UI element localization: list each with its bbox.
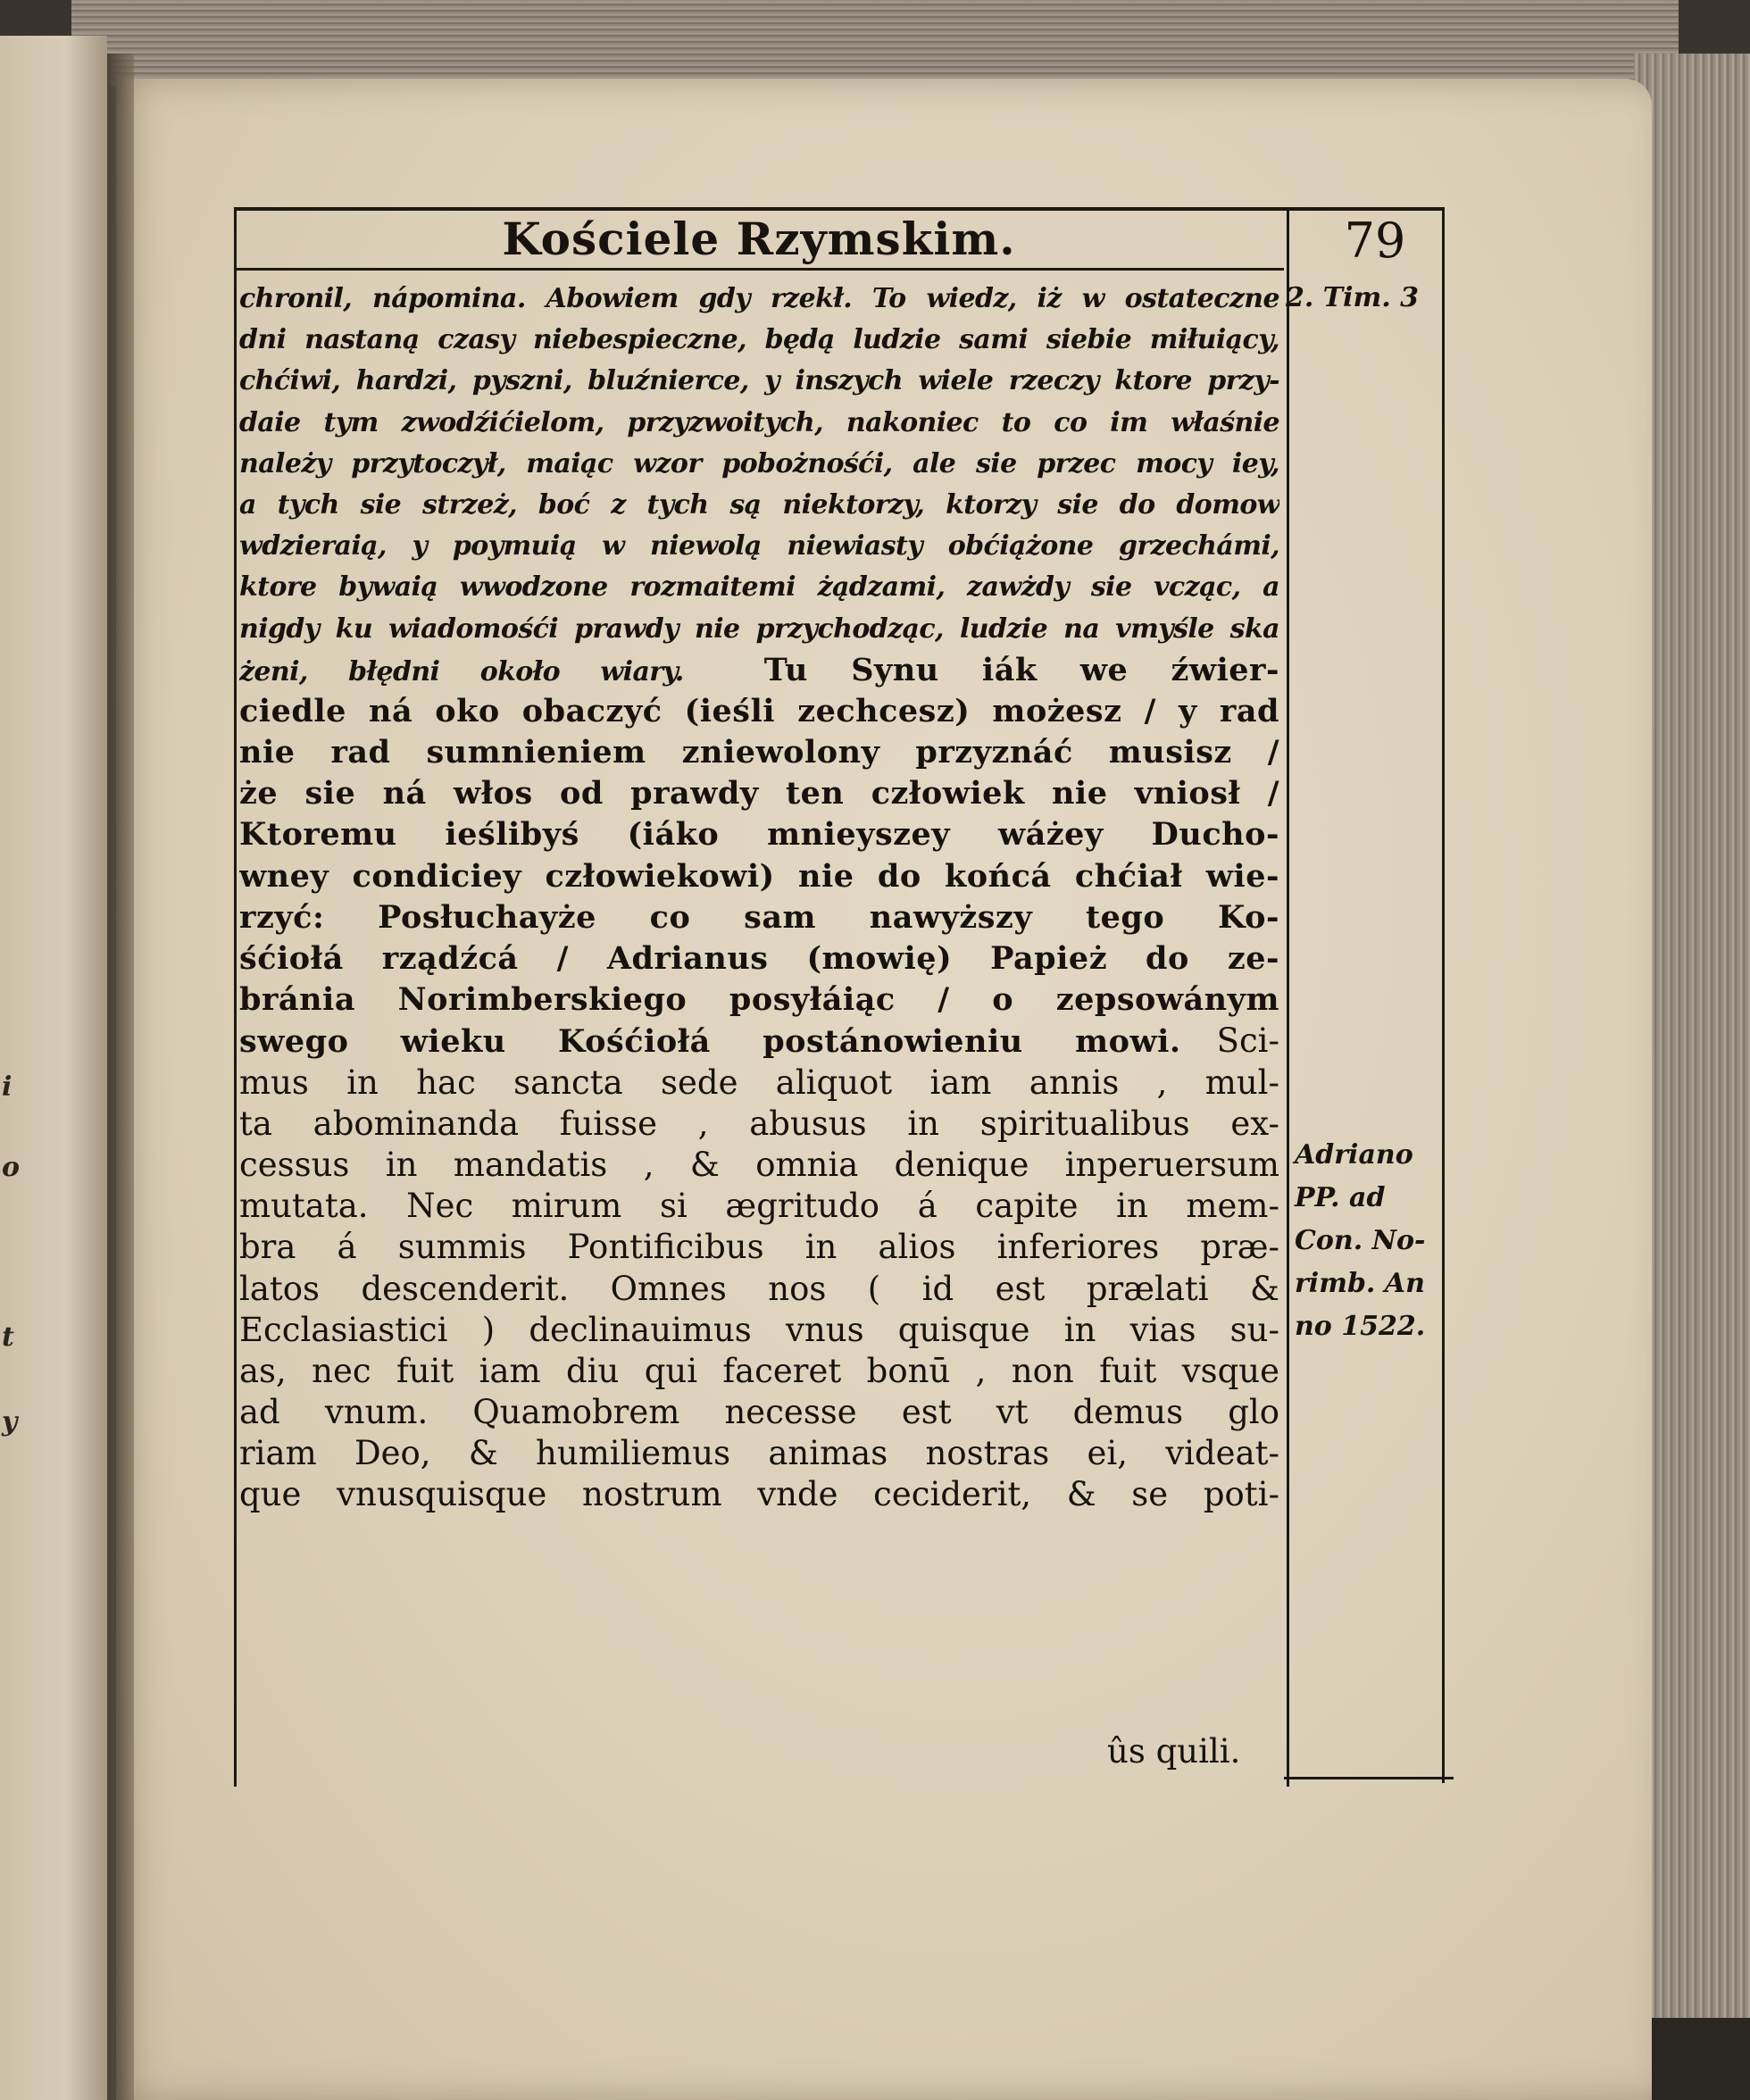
text-line [239,1021,1279,1062]
margin-note-source [1295,1134,1455,1348]
text-line: Ecclasiastici ) declinauimus vnus quisque in vias su- [239,1310,1279,1349]
text-line: chćiwi, hardzi, pyszni, bluźnierce, y inszych wiele rzeczy ktore przy- [239,365,1279,397]
text-line: cessus in mandatis , & omnia denique inperuersum [239,1145,1279,1184]
text-line: nigdy ku wiadomośći prawdy nie przychodząc, ludzie na vmyśle ska [239,612,1279,645]
text-line: chronil, nápomina. Abowiem gdy rzekł. To wiedz, iż w ostateczne [239,283,1279,314]
previous-page-sliver [0,36,107,2100]
text-line: rzyć: Posłuchayże co sam nawyższy tego Ko- [239,898,1279,936]
margin-note-scripture-ref: 2. Tim. 3 [1286,282,1419,313]
text-segment: żeni, błędni około wiary. [239,655,684,688]
text-line: dni nastaną czasy niebespieczne, będą ludzie sami siebie miłuiący, [239,324,1279,356]
text-line: daie tym zwodźićielom, przyzwoitych, nakoniec to co im właśnie [239,406,1279,438]
left-page-fragment: t [2,1321,14,1353]
text-segment: swego wieku Kośćiołá postánowieniu mowi. [239,1023,1181,1061]
text-line: as, nec fuit iam diu qui faceret bonū , non fuit vsque [239,1351,1279,1390]
margin-note-line: no 1522. [1295,1311,1426,1342]
text-line [239,650,1279,691]
margin-note-line: Adriano [1295,1139,1413,1171]
margin-note-line: Con. No- [1295,1225,1426,1256]
catchword: ûs quili. [1107,1732,1241,1771]
running-head: Kościele Rzymskim. [502,212,1016,265]
text-line: Ktoremu ieślibyś (iáko mnieyszey wáżey Ducho- [239,816,1279,854]
text-line: mutata. Nec mirum si ægritudo á capite in mem- [239,1187,1279,1226]
text-segment: Tu Synu iák we źwier- [763,651,1279,688]
left-page-fragment: y [2,1406,18,1438]
margin-bottom-rule [1284,1777,1454,1779]
text-line: ktore bywaią wwodzone rozmaitemi żądzami, zawżdy sie vcząc, a [239,571,1279,604]
left-page-fragment: i [2,1071,12,1103]
page-block-top-edge [71,0,1679,87]
text-line: nie rad sumnieniem zniewolony przyznáć musisz / [239,734,1279,771]
text-line: ciedle ná oko obaczyć (ieśli zechcesz) możesz / y rad [239,692,1279,729]
text-line: bra á summis Pontificibus in alios inferiores præ- [239,1228,1279,1267]
text-line: wney condiciey człowiekowi) nie do końcá chćiał wie- [239,857,1279,895]
text-line: latos descenderit. Omnes nos ( id est prælati & [239,1269,1279,1308]
text-line: mus in hac sancta sede aliquot iam annis , mul- [239,1062,1279,1102]
text-line: que vnusquisque nostrum vnde ceciderit, & se poti- [239,1475,1279,1514]
body-text [239,279,1279,1516]
left-page-fragment: o [2,1152,21,1183]
margin-note-line: rimb. An [1295,1268,1425,1299]
text-line: wdzieraią, y poymuią w niewolą niewiasty obćiążone grzechámi, [239,530,1279,562]
text-line: bránia Norimberskiego posyłáiąc / o zepsowánym [239,981,1279,1019]
text-line: ta abominanda fuisse , abusus in spiritualibus ex- [239,1104,1279,1143]
text-line: ad vnum. Quamobrem necesse est vt demus glo [239,1393,1279,1432]
page-number: 79 [1344,212,1406,269]
text-line: riam Deo, & humiliemus animas nostras ei, videat- [239,1434,1279,1473]
header-rule [234,268,1284,271]
margin-column-rule [1442,207,1445,1783]
text-line: a tych sie strzeż, boć z tych są niektorzy, ktorzy sie do domow [239,488,1279,521]
frame-rule-top-margin [1284,207,1445,211]
text-segment: Sci- [1216,1021,1279,1061]
text-line: śćiołá rządźcá / Adrianus (mowię) Papież do ze- [239,940,1279,977]
spine-gutter [107,54,134,2100]
text-line: należy przytoczył, maiąc wzor pobożnośći, ale sie przec mocy iey, [239,447,1279,479]
margin-note-line: PP. ad [1295,1182,1386,1213]
text-line: że sie ná włos od prawdy ten człowiek nie vniosł / [239,775,1279,812]
